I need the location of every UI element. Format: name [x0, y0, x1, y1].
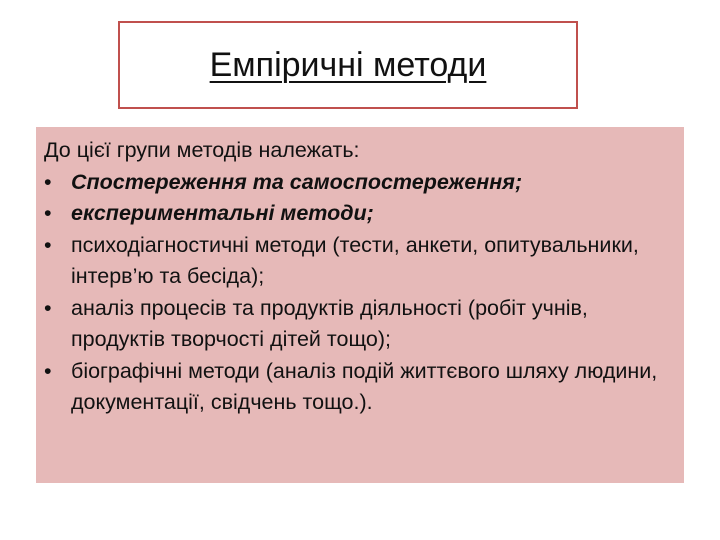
list-item: [44, 230, 678, 293]
list-item-text: аналіз процесів та продуктів діяльності (робіт учнів, продуктів творчості дітей тощо);: [71, 295, 588, 351]
bullet-icon: •: [44, 232, 52, 257]
bullet-icon: •: [44, 201, 52, 225]
bullet-icon: •: [44, 169, 52, 194]
list-item-text: психодіагностичні методи (тести, анкети, опитувальники, інтерв’ю та бесіда);: [71, 232, 639, 288]
list-item-text: Спостереження та самоспостереження;: [71, 169, 523, 194]
list-item: [44, 356, 678, 419]
list-item: [44, 198, 678, 230]
list-item-text: експериментальні методи;: [71, 201, 374, 225]
content-box: [36, 127, 684, 483]
methods-list: [44, 167, 678, 419]
list-item: [44, 167, 678, 199]
bullet-icon: •: [44, 358, 52, 383]
intro-text: До цієї групи методів належать:: [44, 138, 360, 162]
bullet-icon: •: [44, 295, 52, 320]
list-item: [44, 293, 678, 356]
title-box: [118, 21, 578, 109]
slide-title: Емпіричні методи: [209, 45, 487, 84]
list-item-text: біографічні методи (аналіз подій життєвого шляху людини, документації, свідчень тощо.).: [71, 358, 658, 414]
